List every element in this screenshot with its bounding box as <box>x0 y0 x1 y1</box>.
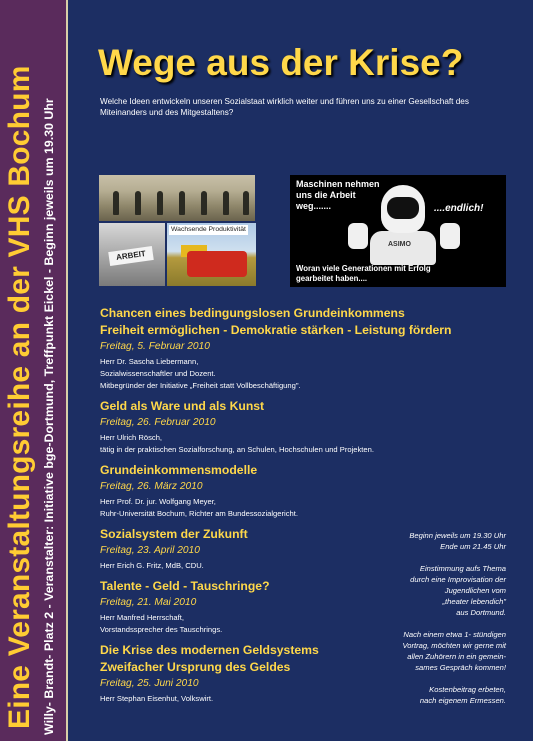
event-title: Sozialsystem der Zukunft <box>100 527 248 541</box>
event-speaker: Herr Prof. Dr. jur. Wolfgang Meyer, <box>100 497 216 506</box>
productivity-label: Wachsende Produktivität <box>171 226 246 233</box>
sidebar-subtitle: Willy- Brandt- Platz 2 - Veranstalter: Initiative bge-Dortmund, Treffpunkt Eickel - Beginn jeweils um 19.30 Uhr <box>42 98 56 735</box>
discussion-info <box>366 629 506 673</box>
event-date: Freitag, 5. Februar 2010 <box>100 341 210 352</box>
intro-text: Welche Ideen entwickeln unseren Sozialstaat wirklich weiter und führen uns zu einer Gesellschaft des Miteinanders und des Mitgestaltens? <box>100 97 469 117</box>
event-speaker: Herr Manfred Herrschaft, <box>100 613 184 622</box>
event-subtitle: Freiheit ermöglichen - Demokratie stärken - Leistung fördern <box>100 323 452 337</box>
fee-info <box>366 684 506 706</box>
event-title: Chancen eines bedingungslosen Grundeinkommens <box>100 306 405 320</box>
event-date: Freitag, 26. März 2010 <box>100 481 203 492</box>
event-item <box>100 462 533 520</box>
event-title: Talente - Geld - Tauschringe? <box>100 579 270 593</box>
event-date: Freitag, 25. Juni 2010 <box>100 678 199 689</box>
theater-line: Einstimmung aufs Thema <box>419 564 506 573</box>
harvester-photo <box>167 223 256 286</box>
page-title: Wege aus der Krise? <box>98 42 464 83</box>
sidebar-rotated-text <box>0 0 66 741</box>
end-time: Ende um 21.45 Uhr <box>440 542 506 551</box>
event-speaker-info: Sozialwissenschaftler und Dozent. <box>100 369 216 378</box>
robot-caption-bottom: Woran viele Generationen mit Erfolg gearbeitet haben.... <box>296 264 431 283</box>
event-date: Freitag, 26. Februar 2010 <box>100 417 216 428</box>
event-title: Grundeinkommensmodelle <box>100 463 258 477</box>
protest-photo <box>99 223 165 286</box>
main-content <box>68 0 533 741</box>
protest-sign: ARBEIT <box>108 246 154 266</box>
discussion-line: Vortrag, möchten wir gerne mit <box>402 641 506 650</box>
robot-caption-right: ....endlich! <box>434 203 484 214</box>
event-speaker: Herr Dr. Sascha Liebermann, <box>100 357 199 366</box>
theater-line: Jugendlichen vom <box>444 586 506 595</box>
time-info <box>366 530 506 552</box>
event-subtitle: Zweifacher Ursprung des Geldes <box>100 660 291 674</box>
event-date: Freitag, 23. April 2010 <box>100 545 200 556</box>
start-time: Beginn jeweils um 19.30 Uhr <box>409 531 506 540</box>
theater-line: durch eine Improvisation der <box>410 575 506 584</box>
discussion-line: allen Zuhörern in ein gemein- <box>407 652 506 661</box>
event-title: Die Krise des modernen Geldsystems <box>100 643 319 657</box>
event-speaker-info: Vorstandssprecher des Tauschrings. <box>100 625 223 634</box>
event-date: Freitag, 21. Mai 2010 <box>100 597 197 608</box>
robot-caption-top: Maschinen nehmen uns die Arbeit weg....... <box>296 179 380 211</box>
discussion-line: Nach einem etwa 1- stündigen <box>403 630 506 639</box>
event-speaker: Herr Erich G. Fritz, MdB, CDU. <box>100 561 204 570</box>
sidebar-title: Eine Veranstaltungsreihe an der VHS Bochum <box>3 65 36 729</box>
discussion-line: sames Gespräch kommen! <box>415 663 506 672</box>
robot-logo: ASIMO <box>388 241 411 248</box>
event-speaker-info: Mitbegründer der Initiative „Freiheit statt Vollbeschäftigung". <box>100 381 301 390</box>
fee-line: Kostenbeitrag erbeten, <box>429 685 506 694</box>
event-speaker: Herr Stephan Eisenhut, Volkswirt. <box>100 694 214 703</box>
fee-line: nach eigenem Ermessen. <box>419 696 506 705</box>
event-title: Geld als Ware und als Kunst <box>100 399 265 413</box>
event-item <box>100 305 533 392</box>
theater-line: „theater lebendich" <box>442 597 506 606</box>
theater-info <box>366 563 506 618</box>
robot-photo <box>290 175 506 287</box>
theater-line: aus Dortmund. <box>456 608 506 617</box>
sidebar <box>0 0 68 741</box>
event-speaker-info: tätig in der praktischen Sozialforschung, an Schulen, Hochschulen und Projekten. <box>100 445 374 454</box>
event-speaker-info: Ruhr-Universität Bochum, Richter am Bundessozialgericht. <box>100 509 298 518</box>
side-info <box>366 530 506 717</box>
event-speaker: Herr Ulrich Rösch, <box>100 433 163 442</box>
event-item <box>100 398 533 456</box>
field-workers-photo <box>99 175 255 221</box>
